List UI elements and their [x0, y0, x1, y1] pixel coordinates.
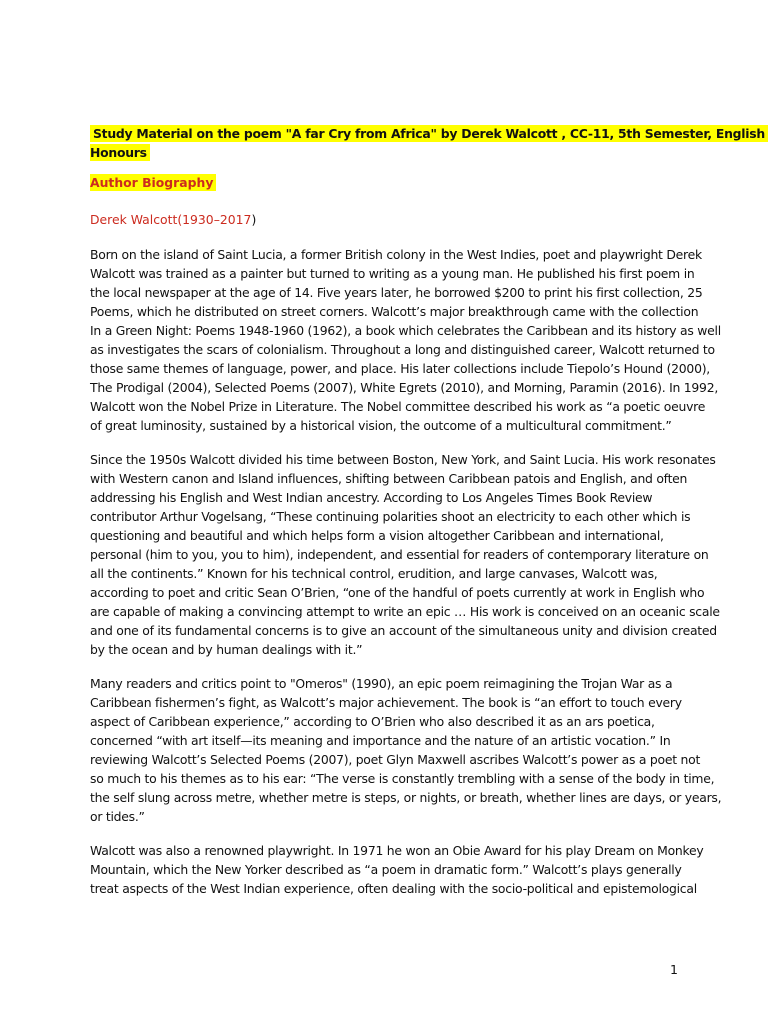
paragraph-line: Poems, which he distributed on street corners. Walcott’s major breakthrough came with the collection [90, 304, 699, 319]
paragraph-line: Walcott won the Nobel Prize in Literature. The Nobel committee described his work as “a poetic oeuvre [90, 399, 706, 414]
paragraph-line: concerned “with art itself—its meaning and importance and the nature of an artistic vocation.” In [90, 733, 671, 748]
paragraph-line: treat aspects of the West Indian experience, often dealing with the socio-political and epistemological [90, 881, 697, 896]
paragraph-line: Mountain, which the New Yorker described as “a poem in dramatic form.” Walcott’s plays generally [90, 862, 682, 877]
paragraph-line: all the continents.” Known for his technical control, erudition, and large canvases, Walcott was, [90, 566, 658, 581]
paragraph-line: Born on the island of Saint Lucia, a former British colony in the West Indies, poet and playwright Derek [90, 247, 702, 262]
title-line-text: Study Material on the poem "A far Cry from Africa" by Derek Walcott , CC-11, 5th Semester, English [90, 125, 768, 142]
section-heading-text: Author Biography [90, 174, 216, 191]
paragraph-line: aspect of Caribbean experience,” according to O’Brien who also described it as an ars poetica, [90, 714, 655, 729]
paragraph-line: those same themes of language, power, and place. His later collections include Tiepolo’s Hound (2000), [90, 361, 710, 376]
title-line-text: Honours [90, 144, 150, 161]
paragraph-line: contributor Arthur Vogelsang, “These continuing polarities shoot an electricity to each other which is [90, 509, 691, 524]
paragraph-line: by the ocean and by human dealings with it.” [90, 642, 363, 657]
paragraph-line: The Prodigal (2004), Selected Poems (2007), White Egrets (2010), and Morning, Paramin (2016). In 1992, [90, 380, 719, 395]
paragraph-line: questioning and beautiful and which helps form a vision altogether Caribbean and international, [90, 528, 664, 543]
author-dates-closing: ) [251, 212, 257, 227]
title-line [90, 143, 688, 162]
paragraph-line: personal (him to you, you to him), independent, and essential for readers of contemporary literature on [90, 547, 709, 562]
paragraph-line: Many readers and critics point to "Omeros" (1990), an epic poem reimagining the Trojan War as a [90, 676, 673, 691]
biography-paragraphs [90, 245, 722, 898]
paragraph-line: In a Green Night: Poems 1948-1960 (1962), a book which celebrates the Caribbean and its history as well [90, 323, 721, 338]
paragraph [90, 245, 721, 435]
author-name: Derek Walcott [90, 212, 178, 227]
paragraph-line: Walcott was also a renowned playwright. In 1971 he won an Obie Award for his play Dream on Monkey [90, 843, 704, 858]
paragraph-line: Caribbean fishermen’s fight, as Walcott’s major achievement. The book is “an effort to touch every [90, 695, 682, 710]
page-number: 1 [670, 962, 678, 977]
paragraph-line: reviewing Walcott’s Selected Poems (2007), poet Glyn Maxwell ascribes Walcott’s power as a poet not [90, 752, 701, 767]
document-body [90, 124, 765, 913]
author-line [90, 210, 688, 229]
document-title [90, 124, 765, 162]
paragraph-line: the local newspaper at the age of 14. Five years later, he borrowed $200 to print his first collection, 25 [90, 285, 703, 300]
paragraph [90, 841, 704, 898]
paragraph-line: of great luminosity, sustained by a historical vision, the outcome of a multicultural commitment.” [90, 418, 672, 433]
paragraph-line: Since the 1950s Walcott divided his time between Boston, New York, and Saint Lucia. His work resonates [90, 452, 716, 467]
paragraph-line: Walcott was trained as a painter but turned to writing as a young man. He published his first poem in [90, 266, 695, 281]
paragraph-line: with Western canon and Island influences, shifting between Caribbean patois and English, and often [90, 471, 688, 486]
author-dates: (1930–2017 [177, 212, 252, 227]
paragraph-line: or tides.” [90, 809, 145, 824]
paragraph-line: as investigates the scars of colonialism. Throughout a long and distinguished career, Walcott returned to [90, 342, 715, 357]
paragraph-line: addressing his English and West Indian ancestry. According to Los Angeles Times Book Review [90, 490, 653, 505]
title-line [90, 124, 765, 143]
section-heading [90, 173, 688, 192]
paragraph [90, 450, 720, 659]
paragraph-line: the self slung across metre, whether metre is steps, or nights, or breath, whether lines are days, or years, [90, 790, 722, 805]
paragraph-line: are capable of making a convincing attempt to write an epic … His work is conceived on an oceanic scale [90, 604, 720, 619]
paragraph [90, 674, 722, 826]
paragraph-line: according to poet and critic Sean O’Brien, “one of the handful of poets currently at work in English who [90, 585, 705, 600]
paragraph-line: so much to his themes as to his ear: “The verse is constantly trembling with a sense of the body in time, [90, 771, 715, 786]
paragraph-line: and one of its fundamental concerns is to give an account of the simultaneous unity and division created [90, 623, 717, 638]
